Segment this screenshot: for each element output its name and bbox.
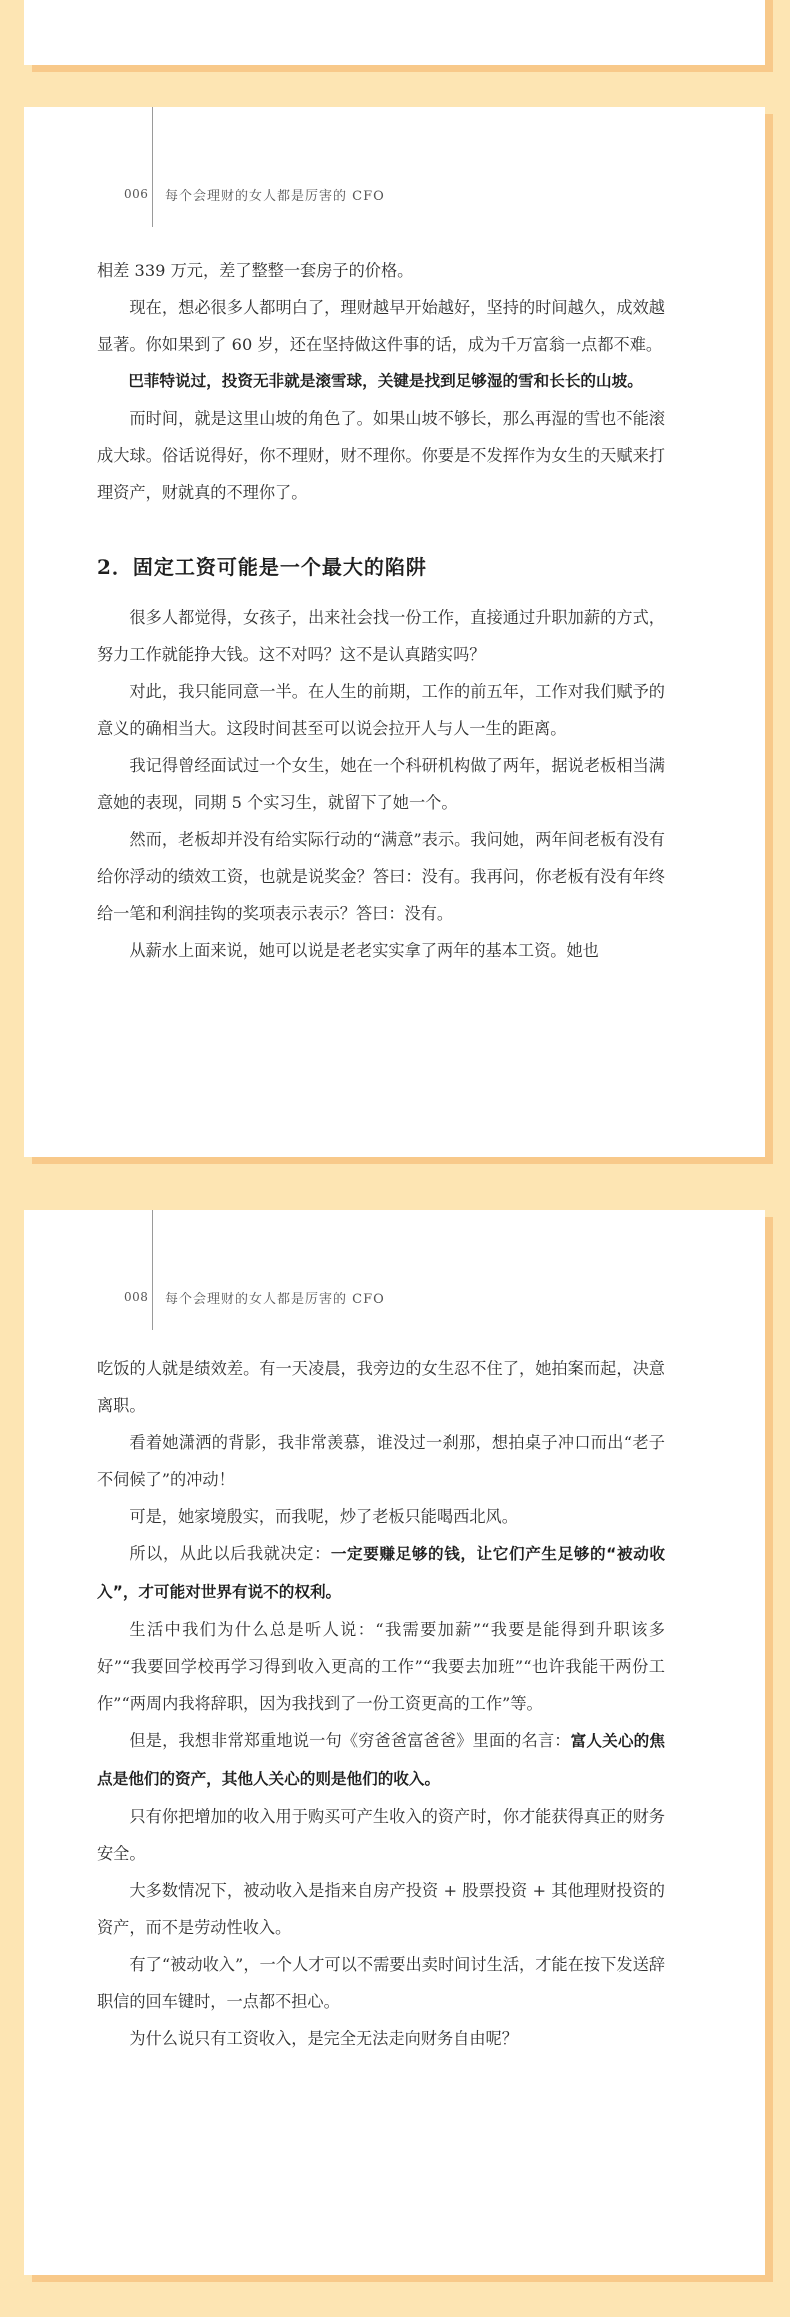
previous-page-bottom [24,0,765,65]
paragraph: 可是，她家境殷实，而我呢，炒了老板只能喝西北风。 [129,1507,518,1526]
paragraph: 看着她潇洒的背影，我非常羡慕，谁没过一刹那，想拍桌子冲口而出“老子不伺候了”的冲动！ [97,1433,665,1489]
header-divider [152,1210,153,1330]
paragraph: 大多数情况下，被动收入是指来自房产投资 + 股票投资 + 其他理财投资的资产，而不是劳动性收入。 [97,1881,665,1937]
paragraph: 而时间，就是这里山坡的角色了。如果山坡不够长，那么再湿的雪也不能滚成大球。俗话说得好，你不理财，财不理你。你要是不发挥作为女生的天赋来打理资产，财就真的不理你了。 [97,409,665,502]
running-title: 每个会理财的女人都是厉害的 CFO [165,1292,385,1307]
paragraph-text: 所以，从此以后我就决定： [129,1544,331,1563]
paragraph-text: 但是，我想非常郑重地说一句《穷爸爸富爸爸》里面的名言： [129,1731,571,1750]
paragraph: 为什么说只有工资收入，是完全无法走向财务自由呢？ [129,2029,518,2048]
paragraph: 对此，我只能同意一半。在人生的前期，工作的前五年，工作对我们赋予的意义的确相当大。这段时间甚至可以说会拉开人与人一生的距离。 [97,682,665,738]
paragraph: 只有你把增加的收入用于购买可产生收入的资产时，你才能获得真正的财务安全。 [97,1807,665,1863]
running-title: 每个会理财的女人都是厉害的 CFO [165,189,385,204]
page-body [97,252,665,969]
emphasis-text: 富人关心的焦点是他们的资产，其他人关心的则是他们的收入。 [97,1732,665,1788]
quote-paragraph: 巴菲特说过，投资无非就是滚雪球，关键是找到足够湿的雪和长长的山坡。 [128,372,643,390]
emphasis-text: 一定要赚足够的钱，让它们产生足够的“被动收入”，才可能对世界有说不的权利。 [97,1545,666,1601]
paragraph: 有了“被动收入”，一个人才可以不需要出卖时间讨生活，才能在按下发送辞职信的回车键时，一点都不担心。 [97,1955,665,2011]
paragraph: 现在，想必很多人都明白了，理财越早开始越好，坚持的时间越久，成效越显著。你如果到了 60 岁，还在坚持做这件事的话，成为千万富翁一点都不难。 [97,298,665,354]
paragraph: 生活中我们为什么总是听人说：“我需要加薪”“我要是能得到升职该多好”“我要回学校再学习得到收入更高的工作”“我要去加班”“也许我能干两份工作”“两周内我将辞职，因为我找到了一份工资更高的工作”等。 [97,1620,665,1713]
section-heading: 2．固定工资可能是一个最大的陷阱 [97,555,427,579]
paragraph: 很多人都觉得，女孩子，出来社会找一份工作，直接通过升职加薪的方式，努力工作就能挣大钱。这不对吗？这不是认真踏实吗？ [97,608,665,664]
paragraph [97,1722,665,1798]
page-body [97,1350,665,2057]
header-divider [152,107,153,227]
paragraph: 吃饭的人就是绩效差。有一天凌晨，我旁边的女生忍不住了，她拍案而起，决意离职。 [97,1359,665,1415]
page-number: 006 [124,187,149,201]
page-header [24,107,765,257]
paragraph [97,1535,665,1611]
book-page-006 [24,107,765,1157]
page-header [24,1210,765,1360]
paragraph: 从薪水上面来说，她可以说是老老实实拿了两年的基本工资。她也 [129,941,599,960]
paragraph: 相差 339 万元，差了整整一套房子的价格。 [97,261,414,280]
page-number: 008 [124,1290,149,1304]
book-page-008 [24,1210,765,2275]
paragraph: 然而，老板却并没有给实际行动的“满意”表示。我问她，两年间老板有没有给你浮动的绩效工资，也就是说奖金？答曰：没有。我再问，你老板有没有年终给一笔和利润挂钩的奖项表示表示？答曰：没有。 [97,830,665,923]
paragraph: 我记得曾经面试过一个女生，她在一个科研机构做了两年，据说老板相当满意她的表现，同期 5 个实习生，就留下了她一个。 [97,756,665,812]
